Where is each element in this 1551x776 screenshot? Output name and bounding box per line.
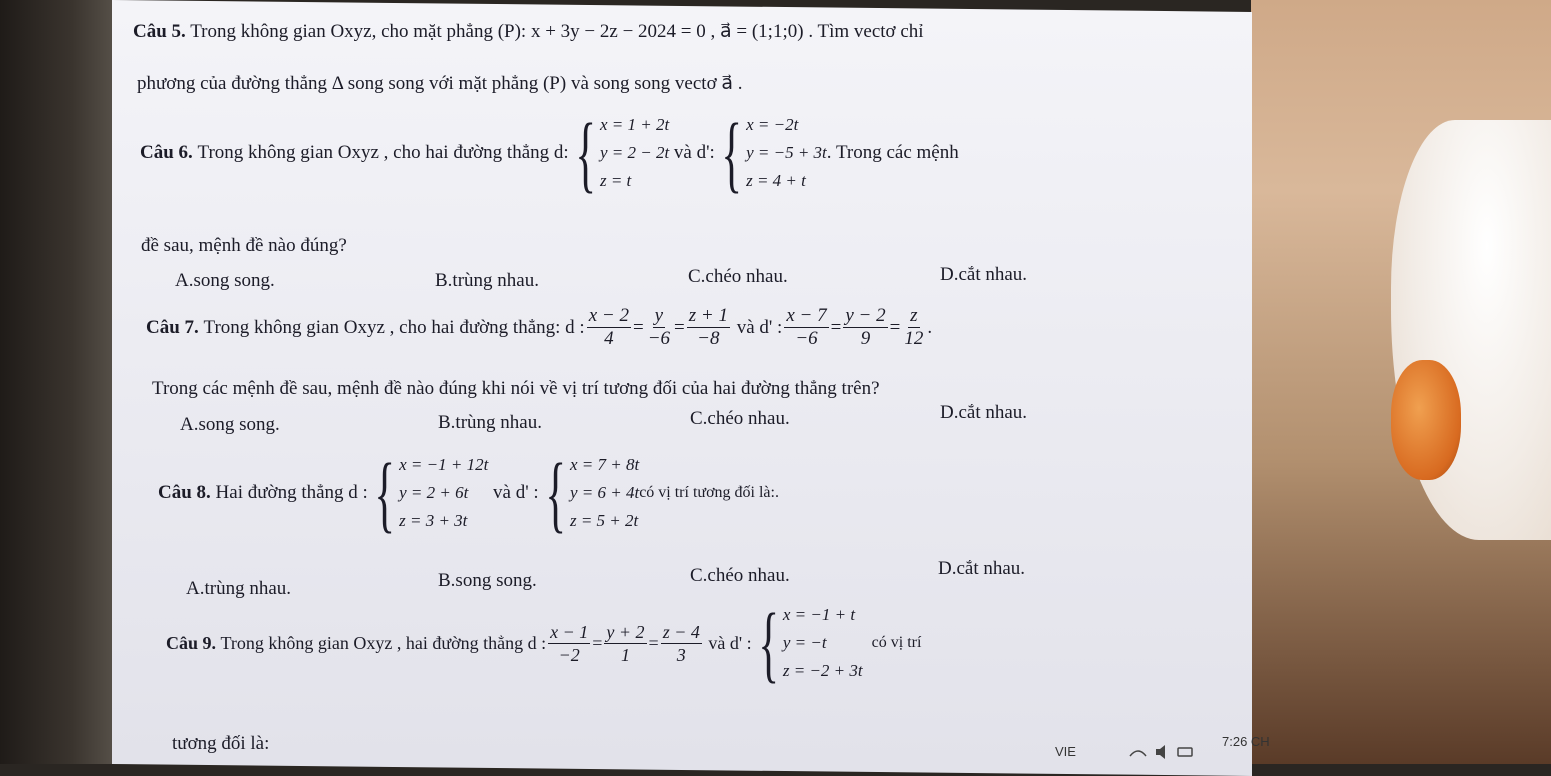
fraction: $\frac{z}{12}$ — [904, 305, 924, 349]
fraction: $\frac{y - 2}{9}$ — [845, 305, 886, 349]
monitor-bezel-left — [0, 0, 120, 764]
system-line: y = −t — [782, 633, 827, 652]
system-line: x = 1 + 2t — [599, 115, 670, 134]
battery-icon — [1178, 748, 1192, 756]
question-9-line1: Câu 9. Trong không gian Oxyz , hai đường thẳng d : $\frac{x - 1}{-2}$ = $\frac{y + 2}{1}$ = $\frac{z - 4}{3}$ và d' : { x = −1 + t y = −t z = −2 + 3t có vị trí — [166, 595, 922, 691]
question-9-tail: có vị trí — [871, 634, 922, 651]
fraction: $\frac{x - 2}{4}$ — [588, 305, 629, 349]
question-7-text: Trong không gian Oxyz , cho hai đường thẳng: d : — [203, 316, 585, 338]
q8-option-c: C.chéo nhau. — [690, 565, 790, 586]
system-line: z = t — [599, 171, 632, 190]
q7-option-c: C.chéo nhau. — [690, 408, 790, 429]
system-line: z = −2 + 3t — [782, 661, 863, 680]
clock-time[interactable]: 7:26 CH — [1222, 734, 1270, 749]
q7-option-b: B.trùng nhau. — [438, 412, 542, 433]
system-line: x = 7 + 8t — [569, 455, 640, 474]
question-6-label: Câu 6. — [140, 142, 193, 163]
language-indicator[interactable]: VIE — [1055, 744, 1076, 759]
wifi-icon — [1130, 751, 1146, 756]
fraction: $\frac{y}{-6}$ — [647, 305, 671, 349]
question-7-label: Câu 7. — [146, 316, 199, 338]
question-9-line2: tương đối là: — [172, 733, 270, 754]
question-7-line2: Trong các mệnh đề sau, mệnh đề nào đúng khi nói về vị trí tương đối của hai đường thẳng trên? — [152, 378, 880, 399]
line-d2-system: { x = −2t y = −5 + 3t z = 4 + t — [721, 105, 827, 201]
q8-option-d: D.cắt nhau. — [938, 558, 1026, 579]
question-6-text: Trong không gian Oxyz , cho hai đường thẳng d: — [197, 142, 569, 163]
question-8-tail: có vị trí tương đối là:. — [639, 484, 779, 501]
fraction: $\frac{x - 1}{-2}$ — [550, 621, 589, 665]
fraction: $\frac{y + 2}{1}$ — [606, 621, 645, 665]
system-line: y = 2 + 6t — [399, 483, 469, 502]
line-d-system: { x = 1 + 2t y = 2 − 2t z = t — [574, 105, 670, 201]
and-label: và d' : — [736, 316, 783, 338]
tray-icons[interactable] — [1128, 744, 1198, 760]
question-6-line1 — [140, 105, 959, 201]
q8-option-b: B.song song. — [438, 570, 537, 591]
question-5-line2: phương của đường thẳng Δ song song với mặt phẳng (P) và song song vectơ a⃗ . — [137, 73, 743, 94]
question-6-line2: đề sau, mệnh đề nào đúng? — [141, 235, 347, 256]
question-5-text: Trong không gian Oxyz, cho mặt phẳng (P): x + 3y − 2z − 2024 = 0 , a⃗ = (1;1;0) . Tìm vectơ chỉ — [190, 21, 924, 42]
volume-icon — [1156, 745, 1165, 759]
q7-option-a: A.song song. — [180, 414, 280, 435]
q6-option-c: C.chéo nhau. — [688, 266, 788, 287]
question-8-line1 — [158, 445, 779, 541]
and-label: và d': — [673, 142, 715, 163]
q7-option-d: D.cắt nhau. — [940, 402, 1028, 423]
and-label: và d' : — [493, 482, 539, 503]
system-line: z = 4 + t — [746, 171, 806, 190]
question-8-label: Câu 8. — [158, 482, 211, 503]
fraction: $\frac{x - 7}{-6}$ — [786, 305, 827, 349]
q6-option-a: A.song song. — [175, 270, 275, 291]
question-5-label: Câu 5. — [133, 21, 186, 42]
system-line: z = 3 + 3t — [399, 511, 468, 530]
question-9-text: Trong không gian Oxyz , hai đường thẳng d : — [220, 632, 547, 653]
fraction: $\frac{z + 1}{-8}$ — [688, 305, 728, 349]
system-line: y = −5 + 3t — [746, 143, 827, 162]
q6-option-b: B.trùng nhau. — [435, 270, 539, 291]
background-toy — [1391, 360, 1461, 480]
question-5-line1 — [133, 20, 924, 43]
question-7-line1: Câu 7. Trong không gian Oxyz , cho hai đường thẳng: d : $\frac{x - 2}{4}$ = $\frac{y}{-6}$ = $\frac{z + 1}{-8}$ và d' : $\frac{x - 7}{-6}$ = $\frac{y - 2}{9}$ = $\frac{z}{12}$ . — [146, 305, 933, 349]
line-d-system: { x = −1 + 12t y = 2 + 6t z = 3 + 3t — [374, 445, 489, 541]
system-line: y = 6 + 4t — [569, 483, 640, 502]
line-d2-system: { x = −1 + t y = −t z = −2 + 3t — [757, 595, 863, 691]
q6-option-d: D.cắt nhau. — [940, 264, 1028, 285]
system-line: x = −1 + 12t — [399, 455, 489, 474]
system-line: z = 5 + 2t — [569, 511, 639, 530]
q8-option-a: A.trùng nhau. — [186, 578, 292, 599]
system-line: x = −2t — [746, 115, 799, 134]
line-d2-system: { x = 7 + 8t y = 6 + 4t z = 5 + 2t — [545, 445, 640, 541]
system-line: y = 2 − 2t — [599, 143, 670, 162]
question-8-text: Hai đường thẳng d : — [215, 482, 368, 503]
fraction: $\frac{z - 4}{3}$ — [662, 621, 700, 665]
system-line: x = −1 + t — [782, 605, 856, 624]
question-6-tail: . Trong các mệnh — [826, 142, 959, 163]
and-label: và d' : — [708, 632, 752, 653]
question-9-label: Câu 9. — [166, 632, 217, 653]
